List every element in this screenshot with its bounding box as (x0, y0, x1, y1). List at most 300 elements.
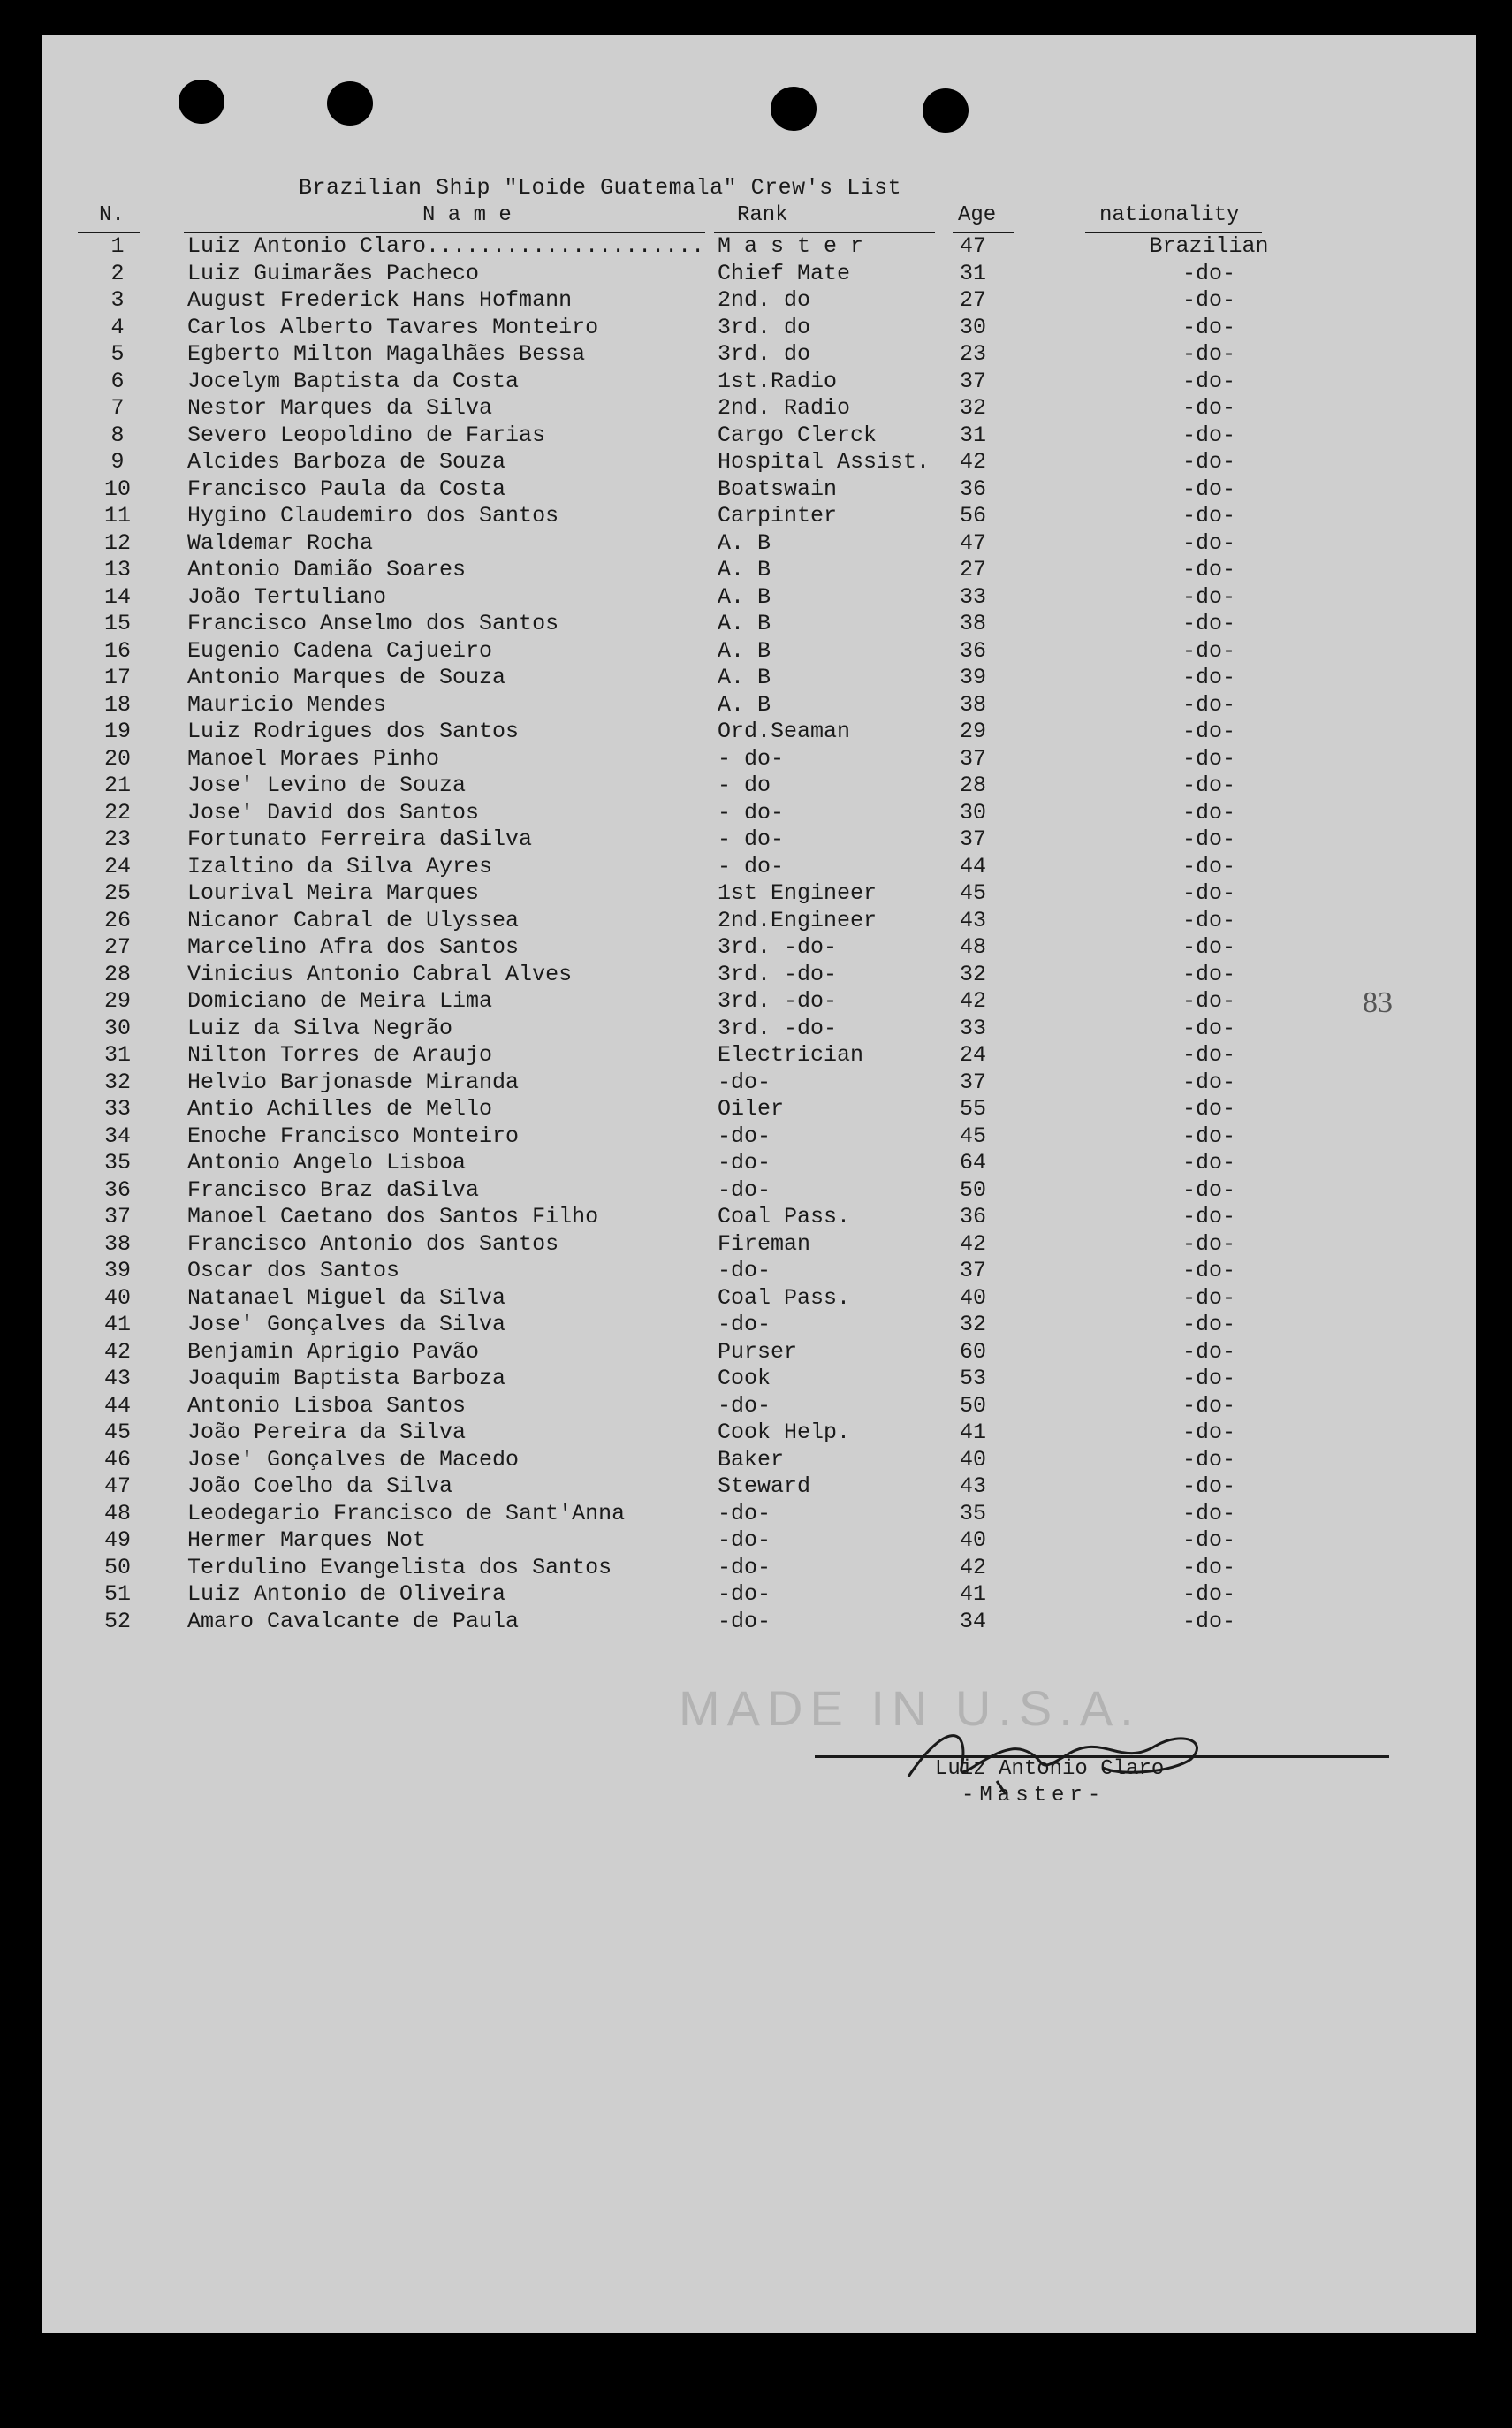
cell-nationality: -do- (1181, 1096, 1235, 1122)
cell-no: 23 (103, 826, 131, 852)
page-number: 83 (1363, 986, 1393, 1019)
cell-rank: -do- (718, 1392, 771, 1419)
cell-name: Manoel Moraes Pinho (187, 745, 440, 772)
cell-age: 56 (960, 503, 987, 529)
cell-nationality: -do- (1181, 1042, 1235, 1068)
table-row (42, 1418, 1476, 1445)
cell-nationality: -do- (1181, 773, 1235, 798)
table-row (42, 1526, 1476, 1553)
cell-name: Nestor Marques da Silva (187, 395, 493, 421)
cell-age: 37 (960, 1069, 987, 1095)
cell-rank: Purser (718, 1338, 798, 1365)
table-row (42, 1229, 1476, 1257)
table-row (42, 232, 1476, 259)
signature-name: Luiz Antonio Claro (935, 1757, 1165, 1781)
cell-name: Francisco Antonio dos Santos (187, 1230, 559, 1257)
cell-rank: -do- (718, 1608, 771, 1634)
cell-rank: 2nd. Radio (718, 395, 851, 421)
cell-no: 21 (103, 773, 131, 798)
cell-age: 30 (960, 799, 987, 826)
cell-no: 9 (110, 449, 125, 475)
cell-name: Vinicius Antonio Cabral Alves (187, 961, 573, 987)
cell-age: 28 (960, 773, 987, 798)
cell-nationality: -do- (1181, 880, 1235, 906)
cell-nationality: -do- (1181, 395, 1235, 421)
cell-rank: Baker (718, 1446, 785, 1473)
cell-name: Fortunato Ferreira daSilva (187, 826, 533, 852)
cell-age: 29 (960, 719, 987, 744)
table-row (42, 1176, 1476, 1203)
cell-nationality: -do- (1181, 1150, 1235, 1176)
cell-age: 44 (960, 853, 987, 879)
table-row (42, 744, 1476, 772)
cell-rank: A. B (718, 665, 771, 690)
cell-rank: A. B (718, 583, 771, 610)
cell-age: 36 (960, 476, 987, 502)
cell-no: 22 (103, 799, 131, 826)
table-row (42, 259, 1476, 286)
cell-rank: - do- (718, 826, 785, 852)
cell-no: 48 (103, 1500, 131, 1526)
table-row (42, 447, 1476, 475)
cell-age: 32 (960, 395, 987, 421)
cell-no: 15 (103, 611, 131, 636)
cell-name: Jocelym Baptista da Costa (187, 368, 520, 394)
table-row (42, 1579, 1476, 1607)
cell-name: Antonio Marques de Souza (187, 665, 506, 690)
cell-no: 2 (110, 260, 125, 286)
cell-name: Hermer Marques Not (187, 1527, 427, 1553)
cell-no: 46 (103, 1446, 131, 1473)
header-age: Age (958, 203, 997, 227)
cell-rank: 3rd. -do- (718, 1015, 838, 1041)
cell-nationality: -do- (1181, 422, 1235, 448)
table-row (42, 1607, 1476, 1634)
cell-name: Terdulino Evangelista dos Santos (187, 1554, 612, 1580)
document-page (42, 35, 1476, 2333)
cell-no: 40 (103, 1284, 131, 1311)
cell-age: 33 (960, 1015, 987, 1041)
cell-nationality: -do- (1181, 988, 1235, 1014)
cell-rank: 2nd. do (718, 287, 811, 313)
cell-no: 25 (103, 880, 131, 906)
cell-rank: A. B (718, 691, 771, 718)
table-row (42, 771, 1476, 798)
cell-age: 42 (960, 988, 987, 1014)
cell-rank: Cook (718, 1366, 771, 1391)
cell-age: 40 (960, 1446, 987, 1473)
cell-age: 31 (960, 422, 987, 448)
cell-rank: 3rd. do (718, 314, 811, 340)
cell-rank: Carpinter (718, 503, 838, 529)
signature-title: -Master- (961, 1784, 1106, 1808)
cell-nationality: -do- (1181, 665, 1235, 690)
table-row (42, 636, 1476, 664)
cell-age: 60 (960, 1338, 987, 1365)
cell-no: 4 (110, 314, 125, 340)
cell-no: 28 (103, 961, 131, 987)
cell-age: 55 (960, 1096, 987, 1122)
cell-nationality: -do- (1181, 1312, 1235, 1337)
cell-name: Hygino Claudemiro dos Santos (187, 503, 559, 529)
cell-no: 44 (103, 1392, 131, 1419)
cell-rank: Ord.Seaman (718, 719, 851, 744)
cell-name: Marcelino Afra dos Santos (187, 934, 520, 960)
cell-no: 37 (103, 1204, 131, 1229)
cell-nationality: -do- (1181, 611, 1235, 636)
cell-no: 42 (103, 1338, 131, 1365)
table-row (42, 1499, 1476, 1526)
cell-nationality: -do- (1181, 1284, 1235, 1311)
cell-no: 26 (103, 907, 131, 933)
cell-rank: Chief Mate (718, 260, 851, 286)
cell-name: Francisco Anselmo dos Santos (187, 611, 559, 636)
cell-rank: - do (718, 773, 771, 798)
cell-rank: 3rd. -do- (718, 988, 838, 1014)
cell-age: 38 (960, 611, 987, 636)
cell-age: 30 (960, 314, 987, 340)
cell-nationality: -do- (1181, 1204, 1235, 1229)
cell-nationality: -do- (1181, 1581, 1235, 1607)
cell-rank: -do- (718, 1150, 771, 1176)
cell-nationality: -do- (1181, 1554, 1235, 1580)
cell-rank: -do- (718, 1500, 771, 1526)
cell-age: 32 (960, 961, 987, 987)
cell-age: 40 (960, 1284, 987, 1311)
cell-rank: -do- (718, 1581, 771, 1607)
cell-name: Waldemar Rocha (187, 529, 374, 556)
cell-age: 47 (960, 529, 987, 556)
cell-nationality: -do- (1181, 476, 1235, 502)
cell-nationality: -do- (1181, 826, 1235, 852)
cell-nationality: -do- (1181, 1392, 1235, 1419)
table-row (42, 555, 1476, 582)
cell-no: 51 (103, 1581, 131, 1607)
table-row (42, 1094, 1476, 1122)
cell-no: 50 (103, 1554, 131, 1580)
cell-name: Nicanor Cabral de Ulyssea (187, 907, 520, 933)
cell-nationality: -do- (1181, 1338, 1235, 1365)
cell-age: 53 (960, 1366, 987, 1391)
table-row (42, 663, 1476, 690)
handwritten-signature (891, 1715, 1244, 1794)
cell-no: 35 (103, 1150, 131, 1176)
table-row (42, 1202, 1476, 1229)
cell-rank: 1st Engineer (718, 880, 878, 906)
cell-age: 37 (960, 368, 987, 394)
cell-nationality: -do- (1181, 1176, 1235, 1203)
cell-nationality: Brazilian (1149, 233, 1269, 259)
cell-nationality: -do- (1181, 1420, 1235, 1445)
cell-name: Egberto Milton Magalhães Bessa (187, 341, 586, 367)
table-row (42, 1445, 1476, 1473)
cell-rank: 3rd. do (718, 341, 811, 367)
cell-no: 45 (103, 1420, 131, 1445)
table-row (42, 879, 1476, 906)
cell-rank: Cook Help. (718, 1420, 851, 1445)
cell-name: Carlos Alberto Tavares Monteiro (187, 314, 599, 340)
cell-nationality: -do- (1181, 557, 1235, 582)
cell-nationality: -do- (1181, 341, 1235, 367)
cell-age: 38 (960, 691, 987, 718)
header-nationality: nationality (1099, 203, 1240, 227)
cell-nationality: -do- (1181, 583, 1235, 610)
cell-name: Antio Achilles de Mello (187, 1096, 493, 1122)
cell-name: Helvio Barjonasde Miranda (187, 1069, 520, 1095)
cell-rank: -do- (718, 1312, 771, 1337)
cell-nationality: -do- (1181, 529, 1235, 556)
cell-name: João Coelho da Silva (187, 1473, 453, 1499)
table-row (42, 1472, 1476, 1499)
cell-no: 32 (103, 1069, 131, 1095)
cell-rank: -do- (718, 1069, 771, 1095)
cell-name: Benjamin Aprigio Pavão (187, 1338, 480, 1365)
cell-nationality: -do- (1181, 745, 1235, 772)
cell-name: Enoche Francisco Monteiro (187, 1123, 520, 1149)
cell-no: 20 (103, 745, 131, 772)
table-row (42, 1391, 1476, 1419)
cell-rank: 3rd. -do- (718, 934, 838, 960)
cell-nationality: -do- (1181, 637, 1235, 664)
cell-rank: -do- (718, 1176, 771, 1203)
cell-no: 29 (103, 988, 131, 1014)
cell-name: João Tertuliano (187, 583, 387, 610)
table-row (42, 339, 1476, 367)
cell-age: 23 (960, 341, 987, 367)
table-row (42, 367, 1476, 394)
cell-age: 42 (960, 449, 987, 475)
cell-name: Francisco Braz daSilva (187, 1176, 480, 1203)
cell-name: Natanael Miguel da Silva (187, 1284, 506, 1311)
table-row (42, 960, 1476, 987)
cell-no: 10 (103, 476, 131, 502)
cell-no: 14 (103, 583, 131, 610)
cell-no: 41 (103, 1312, 131, 1337)
cell-nationality: -do- (1181, 1069, 1235, 1095)
table-row (42, 906, 1476, 933)
cell-no: 3 (110, 287, 125, 313)
cell-rank: A. B (718, 611, 771, 636)
cell-age: 31 (960, 260, 987, 286)
cell-no: 16 (103, 637, 131, 664)
cell-rank: -do- (718, 1258, 771, 1283)
table-row (42, 501, 1476, 529)
table-row (42, 393, 1476, 421)
table-row (42, 825, 1476, 852)
cell-rank: Electrician (718, 1042, 864, 1068)
cell-rank: M a s t e r (718, 233, 864, 259)
cell-rank: Cargo Clerck (718, 422, 878, 448)
cell-name: Mauricio Mendes (187, 691, 387, 718)
header-name: N a m e (422, 203, 512, 227)
cell-nationality: -do- (1181, 503, 1235, 529)
cell-no: 52 (103, 1608, 131, 1634)
cell-nationality: -do- (1181, 1608, 1235, 1634)
cell-no: 7 (110, 395, 125, 421)
cell-age: 27 (960, 557, 987, 582)
table-row (42, 1553, 1476, 1580)
table-row (42, 285, 1476, 313)
cell-nationality: -do- (1181, 934, 1235, 960)
cell-rank: Coal Pass. (718, 1284, 851, 1311)
cell-no: 49 (103, 1527, 131, 1553)
cell-nationality: -do- (1181, 368, 1235, 394)
cell-nationality: -do- (1181, 799, 1235, 826)
cell-age: 33 (960, 583, 987, 610)
cell-nationality: -do- (1181, 691, 1235, 718)
cell-name: Leodegario Francisco de Sant'Anna (187, 1500, 626, 1526)
cell-no: 13 (103, 557, 131, 582)
cell-rank: - do- (718, 745, 785, 772)
cell-name: Francisco Paula da Costa (187, 476, 506, 502)
cell-no: 36 (103, 1176, 131, 1203)
cell-name: Luiz Antonio Claro..................... (187, 233, 705, 259)
cell-age: 50 (960, 1176, 987, 1203)
cell-age: 35 (960, 1500, 987, 1526)
cell-age: 45 (960, 880, 987, 906)
crew-table (42, 232, 1476, 1633)
cell-no: 5 (110, 341, 125, 367)
table-row (42, 852, 1476, 879)
cell-rank: 2nd.Engineer (718, 907, 878, 933)
cell-no: 12 (103, 529, 131, 556)
cell-rank: 3rd. -do- (718, 961, 838, 987)
cell-rank: A. B (718, 557, 771, 582)
header-no: N. (99, 203, 125, 227)
cell-nationality: -do- (1181, 1446, 1235, 1473)
table-row (42, 932, 1476, 960)
cell-age: 24 (960, 1042, 987, 1068)
cell-age: 42 (960, 1554, 987, 1580)
cell-no: 33 (103, 1096, 131, 1122)
cell-nationality: -do- (1181, 907, 1235, 933)
cell-no: 18 (103, 691, 131, 718)
table-row (42, 717, 1476, 744)
punch-hole-2 (327, 81, 373, 126)
cell-rank: -do- (718, 1527, 771, 1553)
cell-nationality: -do- (1181, 1015, 1235, 1041)
table-row (42, 690, 1476, 718)
cell-rank: -do- (718, 1123, 771, 1149)
table-row (42, 798, 1476, 826)
table-row (42, 582, 1476, 610)
cell-nationality: -do- (1181, 260, 1235, 286)
cell-no: 30 (103, 1015, 131, 1041)
cell-nationality: -do- (1181, 1230, 1235, 1257)
cell-age: 43 (960, 1473, 987, 1499)
punch-hole-1 (179, 80, 224, 124)
table-row (42, 1256, 1476, 1283)
cell-age: 37 (960, 745, 987, 772)
cell-name: Antonio Angelo Lisboa (187, 1150, 467, 1176)
cell-age: 34 (960, 1608, 987, 1634)
cell-name: August Frederick Hans Hofmann (187, 287, 573, 313)
cell-age: 48 (960, 934, 987, 960)
cell-nationality: -do- (1181, 1500, 1235, 1526)
cell-age: 45 (960, 1123, 987, 1149)
cell-name: Luiz da Silva Negrão (187, 1015, 453, 1041)
document-title: Brazilian Ship "Loide Guatemala" Crew's List (299, 175, 902, 201)
cell-nationality: -do- (1181, 719, 1235, 744)
punch-hole-4 (923, 88, 969, 133)
table-row (42, 1148, 1476, 1176)
cell-age: 43 (960, 907, 987, 933)
cell-name: Severo Leopoldino de Farias (187, 422, 546, 448)
cell-age: 40 (960, 1527, 987, 1553)
cell-rank: Oiler (718, 1096, 785, 1122)
cell-name: Luiz Guimarães Pacheco (187, 260, 480, 286)
cell-rank: Hospital Assist. (718, 449, 931, 475)
cell-nationality: -do- (1181, 1258, 1235, 1283)
table-row (42, 421, 1476, 448)
table-row (42, 986, 1476, 1014)
cell-no: 43 (103, 1366, 131, 1391)
cell-name: Lourival Meira Marques (187, 880, 480, 906)
cell-age: 32 (960, 1312, 987, 1337)
cell-age: 41 (960, 1420, 987, 1445)
cell-name: Manoel Caetano dos Santos Filho (187, 1204, 599, 1229)
cell-name: Antonio Damião Soares (187, 557, 467, 582)
cell-name: Luiz Rodrigues dos Santos (187, 719, 520, 744)
table-row (42, 1337, 1476, 1365)
table-row (42, 1283, 1476, 1311)
cell-no: 34 (103, 1123, 131, 1149)
cell-age: 47 (960, 233, 987, 259)
table-row (42, 1122, 1476, 1149)
table-row (42, 475, 1476, 502)
cell-name: Antonio Lisboa Santos (187, 1392, 467, 1419)
cell-no: 6 (110, 368, 125, 394)
cell-rank: Coal Pass. (718, 1204, 851, 1229)
cell-name: Jose' Levino de Souza (187, 773, 467, 798)
cell-age: 64 (960, 1150, 987, 1176)
table-row (42, 609, 1476, 636)
cell-nationality: -do- (1181, 961, 1235, 987)
punch-hole-3 (771, 87, 817, 131)
table-row (42, 1040, 1476, 1068)
cell-nationality: -do- (1181, 287, 1235, 313)
cell-no: 39 (103, 1258, 131, 1283)
cell-age: 36 (960, 1204, 987, 1229)
cell-name: Jose' David dos Santos (187, 799, 480, 826)
cell-age: 39 (960, 665, 987, 690)
cell-no: 24 (103, 853, 131, 879)
cell-no: 1 (110, 233, 125, 259)
cell-rank: -do- (718, 1554, 771, 1580)
cell-name: Jose' Gonçalves de Macedo (187, 1446, 520, 1473)
cell-name: Eugenio Cadena Cajueiro (187, 637, 493, 664)
cell-name: Alcides Barboza de Souza (187, 449, 506, 475)
cell-name: Jose' Gonçalves da Silva (187, 1312, 506, 1337)
cell-age: 50 (960, 1392, 987, 1419)
cell-nationality: -do- (1181, 1123, 1235, 1149)
cell-age: 27 (960, 287, 987, 313)
cell-no: 17 (103, 665, 131, 690)
cell-no: 19 (103, 719, 131, 744)
cell-age: 37 (960, 1258, 987, 1283)
table-row (42, 1364, 1476, 1391)
header-rank: Rank (737, 203, 788, 227)
cell-age: 37 (960, 826, 987, 852)
cell-age: 36 (960, 637, 987, 664)
cell-name: Izaltino da Silva Ayres (187, 853, 493, 879)
cell-name: Oscar dos Santos (187, 1258, 400, 1283)
cell-rank: A. B (718, 637, 771, 664)
cell-nationality: -do- (1181, 853, 1235, 879)
table-row (42, 529, 1476, 556)
cell-no: 27 (103, 934, 131, 960)
cell-no: 11 (103, 503, 131, 529)
